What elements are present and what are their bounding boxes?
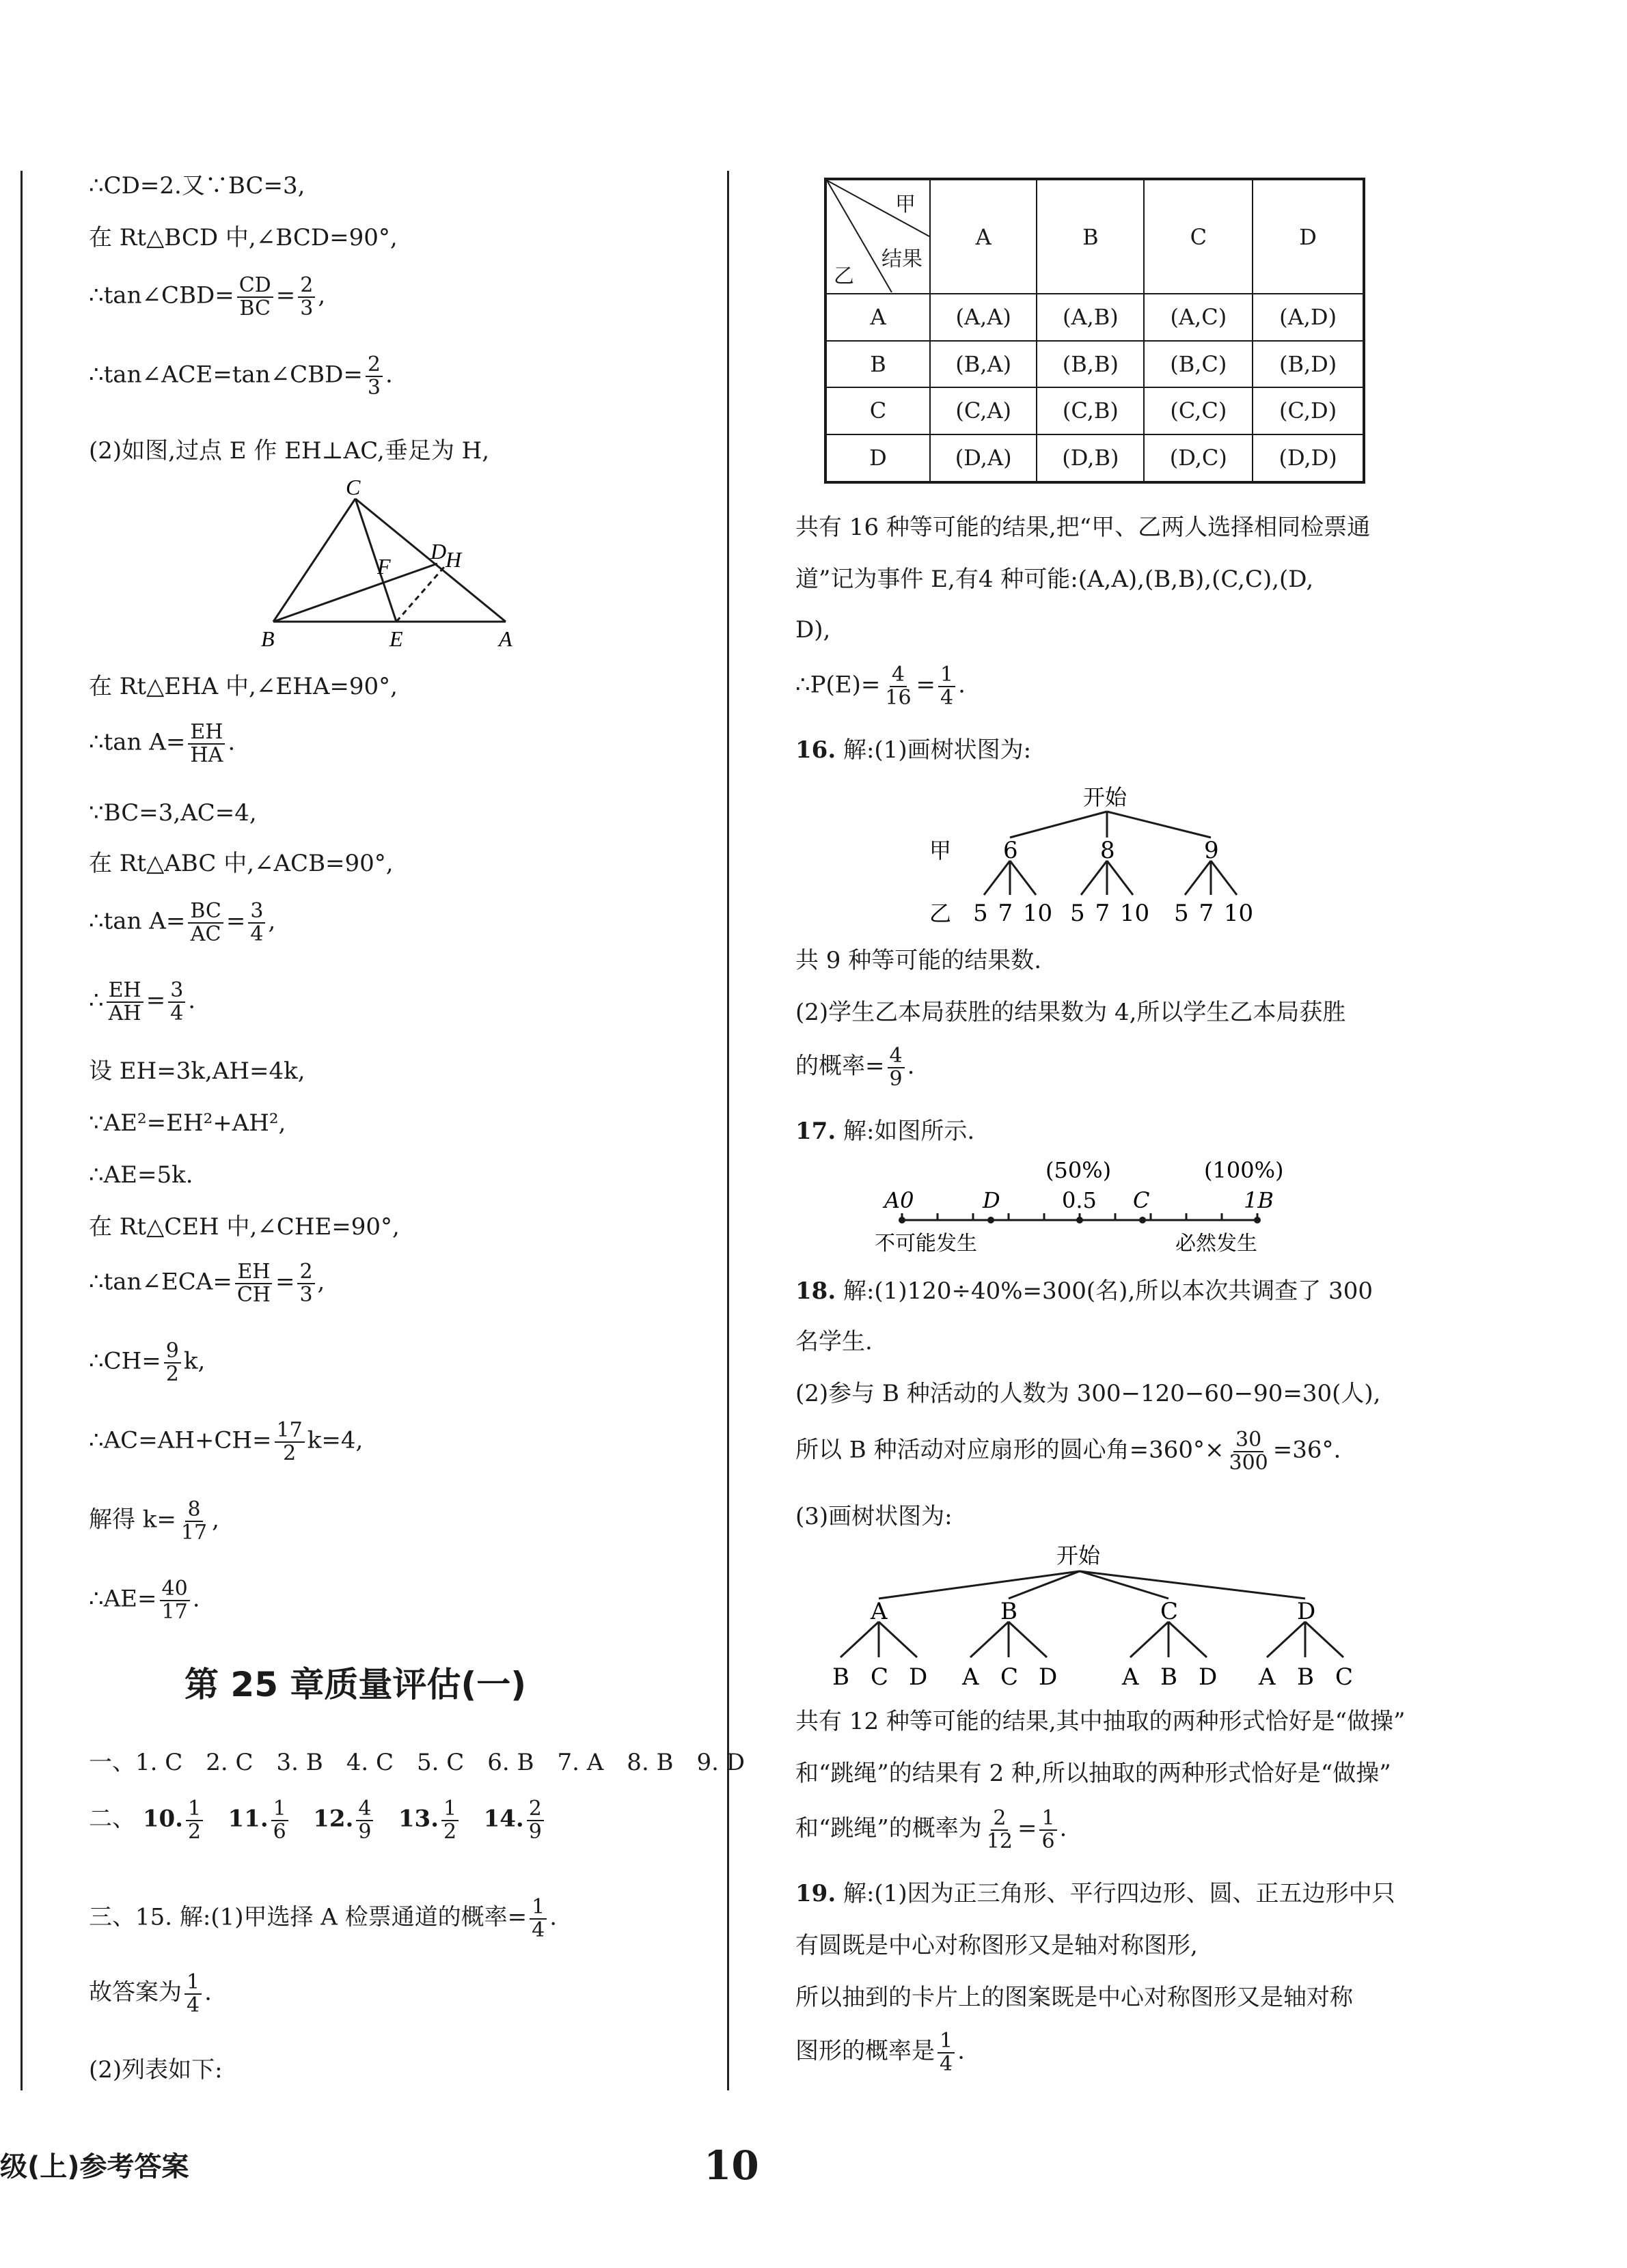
label-D: D: [430, 539, 447, 564]
label-1B: 1B: [1244, 1187, 1274, 1213]
col-header: D: [1253, 179, 1364, 294]
numerator: 30: [1233, 1429, 1263, 1452]
numerator: 4: [356, 1798, 373, 1821]
text: ,: [318, 281, 326, 309]
fraction: [160, 1578, 190, 1622]
label-certain: 必然发生: [1175, 1232, 1257, 1256]
q19-heading: [795, 1880, 1395, 1908]
text-line: 在 Rt△EHA 中,∠EHA=90°,: [89, 673, 398, 700]
denominator: AH: [108, 1001, 141, 1025]
formula-line: [89, 275, 325, 319]
text: k,: [183, 1347, 206, 1375]
denominator: HA: [190, 743, 223, 767]
formula-line: [89, 980, 195, 1024]
text-line: 所以抽到的卡片上的图案既是中心对称图形又是轴对称: [795, 1984, 1353, 2011]
text: =: [275, 281, 296, 309]
text: 解:(1)因为正三角形、平行四边形、圆、正五边形中只: [836, 1880, 1395, 1907]
text: 解:(1)画树状图为:: [836, 736, 1032, 764]
text-line: (2)如图,过点 E 作 EH⊥AC,垂足为 H,: [89, 437, 490, 465]
text: =: [225, 907, 246, 935]
fraction: [235, 1261, 273, 1305]
formula-line: [795, 1429, 1341, 1474]
table-row: [825, 341, 1364, 388]
column-divider: [727, 171, 729, 2090]
text: .: [385, 361, 393, 389]
fraction: [527, 1798, 544, 1842]
probability-number-line: [875, 1154, 1312, 1271]
numerator: 1: [186, 1798, 203, 1821]
table-cell: (D,B): [1037, 434, 1144, 482]
formula-line: [89, 721, 235, 766]
tree-diagram-2: [806, 1537, 1380, 1701]
text: 所以 B 种活动对应扇形的圆心角=360°×: [795, 1436, 1225, 1464]
text-line: 设 EH=3k,AH=4k,: [89, 1057, 305, 1085]
numerator: 9: [164, 1340, 181, 1364]
fill-in-answers: [89, 1798, 547, 1842]
text: ,: [268, 907, 276, 935]
denominator: 4: [170, 1001, 184, 1025]
text-line: ∴CD=2.又∵BC=3,: [89, 172, 305, 199]
col-header: B: [1037, 179, 1144, 294]
label-E: E: [389, 626, 403, 651]
text-line: 名学生.: [795, 1328, 873, 1355]
table-cell: (D,A): [930, 434, 1037, 482]
tree2-leaf: B: [1297, 1663, 1314, 1691]
text-line: 在 Rt△BCD 中,∠BCD=90°,: [89, 224, 398, 251]
numerator: 2: [991, 1808, 1008, 1831]
denominator: 3: [299, 1282, 313, 1307]
denominator: 4: [532, 1918, 545, 1942]
page-number: 10: [704, 2142, 759, 2189]
tree2-leaf: D: [909, 1663, 928, 1691]
label-impossible: 不可能发生: [875, 1232, 977, 1256]
numerator: 1: [271, 1798, 288, 1821]
tree2-leaf: A: [1122, 1663, 1139, 1691]
denominator: 3: [367, 375, 381, 400]
fraction: [168, 980, 185, 1024]
fraction: [985, 1808, 1015, 1852]
table-row: [825, 387, 1364, 434]
denominator: 6: [1041, 1829, 1055, 1853]
label-100pct: (100%): [1204, 1157, 1284, 1183]
fraction: [888, 1045, 905, 1090]
table-cell: (A,B): [1037, 294, 1144, 341]
text: .: [1059, 1814, 1067, 1842]
formula-line: [795, 1045, 914, 1090]
tree2-leaf: B: [832, 1663, 849, 1691]
text-line: (2)学生乙本局获胜的结果数为 4,所以学生乙本局获胜: [795, 999, 1346, 1026]
denominator: 17: [161, 1599, 188, 1624]
table-cell: (C,D): [1253, 387, 1364, 434]
table-cell: (C,C): [1144, 387, 1253, 434]
q17-number: 17.: [795, 1118, 836, 1145]
numerator: 4: [890, 664, 907, 687]
tree-diagram-1: [909, 772, 1291, 936]
q15-answer: [89, 1972, 212, 2016]
fraction: [883, 664, 913, 708]
text: k=4,: [307, 1426, 364, 1454]
table-cell: (C,B): [1037, 387, 1144, 434]
text-line: (2)参与 B 种活动的人数为 300−120−60−90=30(人),: [795, 1380, 1381, 1407]
fraction: [1039, 1808, 1056, 1852]
tree1-leaves-9: 5 7 10: [1174, 900, 1254, 927]
text: ∴tan A=: [89, 907, 186, 935]
text: ∴P(E)=: [795, 671, 881, 699]
fraction: [297, 1261, 314, 1305]
tree2-leaf: C: [1000, 1663, 1019, 1691]
text: 解得 k=: [89, 1506, 176, 1534]
text-line: 有圆既是中心对称图形又是轴对称图形,: [795, 1932, 1198, 1959]
text: 三、15. 解:(1)甲选择 A 检票通道的概率=: [89, 1903, 528, 1931]
fraction: [188, 721, 225, 766]
row-header: C: [825, 387, 930, 434]
numerator: 2: [527, 1798, 544, 1821]
text: =: [146, 986, 166, 1014]
formula-line: [89, 1261, 325, 1305]
q18-heading: [795, 1277, 1373, 1305]
fraction: [248, 900, 265, 945]
tree2-node-A: A: [871, 1598, 888, 1625]
text: 故答案为: [89, 1978, 182, 2006]
multiple-choice-answers: 一、1. C 2. C 3. B 4. C 5. C 6. B 7. A 8. B 9. D: [89, 1749, 746, 1776]
tree1-node-6: 6: [1003, 837, 1018, 864]
label-A0: A0: [884, 1187, 914, 1213]
footer-title: 级(上)参考答案: [0, 2151, 189, 2183]
fraction: [186, 1798, 203, 1842]
text: 二、: [89, 1805, 135, 1833]
text: .: [549, 1903, 558, 1931]
tree1-node-9: 9: [1204, 837, 1219, 864]
fraction: [271, 1798, 288, 1842]
corner-label-yi: 乙: [834, 264, 854, 288]
fraction: [237, 275, 273, 319]
numerator: 2: [298, 275, 315, 298]
q12-number: 12.: [313, 1805, 354, 1833]
fraction: [164, 1340, 181, 1385]
text: .: [228, 728, 236, 756]
numerator: 1: [441, 1798, 459, 1821]
outcome-table: [824, 178, 1365, 484]
tree1-leaves-8: 5 7 10: [1070, 900, 1150, 927]
table-cell: (C,A): [930, 387, 1037, 434]
label-half: 0.5: [1062, 1187, 1097, 1213]
tree1-level2-label: 乙: [929, 900, 952, 926]
row-header: A: [825, 294, 930, 341]
numerator: 1: [938, 2030, 955, 2053]
q13-number: 13.: [398, 1805, 439, 1833]
text: ∴AE=: [89, 1585, 157, 1613]
table-cell: (A,D): [1253, 294, 1364, 341]
denominator: 3: [300, 296, 314, 320]
table-cell: (A,C): [1144, 294, 1253, 341]
numerator: 8: [185, 1499, 202, 1522]
denominator: 12: [986, 1829, 1013, 1853]
col-header: A: [930, 179, 1037, 294]
text: ∴tan A=: [89, 728, 186, 756]
triangle-figure: [246, 478, 533, 663]
tree2-leaf: A: [1259, 1663, 1276, 1691]
text-line: 在 Rt△CEH 中,∠CHE=90°,: [89, 1213, 400, 1241]
q15-part1: [89, 1896, 557, 1941]
numerator: BC: [188, 900, 223, 924]
numerator: 1: [938, 664, 955, 687]
fraction: [356, 1798, 373, 1842]
label-A: A: [499, 626, 512, 651]
denominator: 9: [889, 1066, 903, 1091]
fraction: [184, 1972, 202, 2016]
denominator: 300: [1229, 1450, 1268, 1475]
tree2-node-D: D: [1297, 1598, 1316, 1625]
text: .: [958, 671, 966, 699]
denominator: 16: [885, 685, 912, 710]
tree1-leaves-6: 5 7 10: [973, 900, 1053, 927]
tree2-leaf: D: [1199, 1663, 1218, 1691]
denominator: 2: [187, 1819, 202, 1844]
formula-line: [795, 664, 966, 708]
label-H: H: [446, 547, 462, 572]
numerator: 40: [160, 1578, 190, 1601]
text-line: 共 9 种等可能的结果数.: [795, 947, 1042, 974]
text: ∴tan∠ACE=tan∠CBD=: [89, 361, 363, 389]
denominator: BC: [239, 296, 271, 320]
text: .: [957, 2037, 965, 2065]
text: .: [188, 986, 196, 1014]
fraction: [179, 1499, 209, 1543]
tree2-leaf: A: [962, 1663, 979, 1691]
tree1-level1-label: 甲: [929, 838, 952, 863]
formula-line: [89, 900, 275, 945]
fraction: [1227, 1429, 1270, 1474]
text: 解:如图所示.: [836, 1118, 975, 1145]
table-cell: (D,D): [1253, 434, 1364, 482]
text: 的概率=: [795, 1052, 885, 1080]
text-line: D),: [795, 616, 831, 644]
table-cell: (B,C): [1144, 341, 1253, 388]
table-row: [825, 294, 1364, 341]
numerator: 2: [297, 1261, 314, 1284]
tree1-node-8: 8: [1100, 837, 1115, 864]
q16-number: 16.: [795, 736, 836, 764]
numerator: 3: [168, 980, 185, 1003]
text: ,: [212, 1506, 219, 1534]
table-cell: (D,C): [1144, 434, 1253, 482]
denominator: 4: [250, 922, 264, 946]
tree2-leaf: D: [1039, 1663, 1058, 1691]
text: .: [204, 1978, 212, 2006]
text-line: 在 Rt△ABC 中,∠ACB=90°,: [89, 850, 394, 877]
text: 解:(1)120÷40%=300(名),所以本次共调查了 300: [836, 1277, 1373, 1305]
fraction: [938, 664, 955, 708]
numerator: 1: [1039, 1808, 1056, 1831]
text-line: (2)列表如下:: [89, 2056, 223, 2084]
numerator: 17: [275, 1420, 305, 1443]
label-F: F: [377, 554, 391, 579]
numerator: EH: [107, 980, 143, 1003]
formula-line: [89, 1340, 205, 1385]
row-header: D: [825, 434, 930, 482]
numerator: 1: [184, 1972, 202, 1995]
text: ,: [317, 1268, 325, 1296]
text-line: (3)画树状图为:: [795, 1503, 953, 1530]
fraction: [275, 1420, 305, 1464]
fraction: [188, 900, 223, 945]
text-line: 和“跳绳”的结果有 2 种,所以抽取的两种形式恰好是“做操”: [795, 1760, 1391, 1787]
numerator: 1: [530, 1896, 547, 1920]
formula-line: [795, 2030, 965, 2075]
text: ∴: [89, 986, 104, 1014]
text: ∴tan∠CBD=: [89, 281, 234, 309]
denominator: 9: [528, 1819, 542, 1844]
q10-number: 10.: [142, 1805, 183, 1833]
formula-line: [89, 1420, 363, 1464]
numerator: CD: [237, 275, 273, 298]
row-header: B: [825, 341, 930, 388]
q17-heading: [795, 1118, 974, 1146]
formula-line: [89, 1578, 200, 1622]
denominator: CH: [236, 1282, 271, 1307]
section-title: 第 25 章质量评估(一): [184, 1665, 527, 1704]
label-C: C: [1133, 1187, 1150, 1213]
text: ∴CH=: [89, 1347, 161, 1375]
q18-number: 18.: [795, 1277, 836, 1305]
corner-label-result: 结果: [881, 247, 922, 271]
label-B: B: [261, 626, 275, 651]
text: 图形的概率是: [795, 2037, 935, 2065]
denominator: 2: [283, 1441, 297, 1465]
q14-number: 14.: [483, 1805, 524, 1833]
denominator: 6: [273, 1819, 286, 1844]
text: ∴AC=AH+CH=: [89, 1426, 272, 1454]
fraction: [441, 1798, 459, 1842]
denominator: 4: [940, 2051, 953, 2076]
text-line: 共有 12 种等可能的结果,其中抽取的两种形式恰好是“做操”: [795, 1708, 1406, 1735]
tree2-start: 开始: [1056, 1543, 1101, 1568]
numerator: 2: [366, 354, 383, 377]
denominator: 4: [940, 685, 954, 710]
fraction: [530, 1896, 547, 1941]
tree2-node-C: C: [1160, 1598, 1179, 1625]
q16-heading: [795, 736, 1031, 764]
text-line: 道”记为事件 E,有4 种可能:(A,A),(B,B),(C,C),(D,: [795, 566, 1314, 593]
corner-label-jia: 甲: [895, 193, 916, 217]
table-corner-cell: [825, 179, 930, 294]
tree2-leaf: B: [1160, 1663, 1177, 1691]
tree2-leaf: C: [871, 1663, 889, 1691]
formula-line: [89, 354, 393, 398]
denominator: 2: [165, 1361, 179, 1386]
numerator: 3: [248, 900, 265, 924]
table-cell: (B,D): [1253, 341, 1364, 388]
tree2-leaf: C: [1335, 1663, 1354, 1691]
text: =: [916, 671, 936, 699]
tree2-node-B: B: [1000, 1598, 1017, 1625]
label-D: D: [983, 1187, 1000, 1213]
text-line: ∴AE=5k.: [89, 1161, 193, 1189]
left-margin-rule: [20, 171, 23, 2090]
denominator: 4: [187, 1993, 200, 2017]
text-line: ∵BC=3,AC=4,: [89, 799, 257, 827]
numerator: EH: [235, 1261, 272, 1284]
table-row: [825, 434, 1364, 482]
fraction: [107, 980, 143, 1024]
denominator: 9: [358, 1819, 372, 1844]
text: =: [275, 1268, 295, 1296]
text: .: [907, 1052, 915, 1080]
text: =: [1017, 1814, 1037, 1842]
table-cell: (A,A): [930, 294, 1037, 341]
tree1-start: 开始: [1083, 784, 1127, 810]
text: .: [192, 1585, 200, 1613]
col-header: C: [1144, 179, 1253, 294]
table-cell: (B,B): [1037, 341, 1144, 388]
fraction: [298, 275, 315, 319]
text-line: 共有 16 种等可能的结果,把“甲、乙两人选择相同检票通: [795, 514, 1371, 541]
denominator: 17: [180, 1520, 208, 1545]
denominator: 2: [443, 1819, 457, 1844]
q11-number: 11.: [228, 1805, 269, 1833]
formula-line: [795, 1808, 1067, 1852]
text: =36°.: [1272, 1436, 1341, 1464]
text-line: ∵AE²=EH²+AH²,: [89, 1109, 286, 1137]
text: ∴tan∠ECA=: [89, 1268, 232, 1296]
numerator: EH: [188, 721, 225, 745]
q19-number: 19.: [795, 1880, 836, 1907]
fraction: [938, 2030, 955, 2075]
label-C: C: [346, 478, 361, 499]
formula-line: [89, 1499, 219, 1543]
numerator: 4: [888, 1045, 905, 1068]
table-cell: (B,A): [930, 341, 1037, 388]
fraction: [366, 354, 383, 398]
denominator: AC: [190, 922, 221, 946]
label-50pct: (50%): [1045, 1157, 1112, 1183]
text: 和“跳绳”的概率为: [795, 1814, 982, 1842]
